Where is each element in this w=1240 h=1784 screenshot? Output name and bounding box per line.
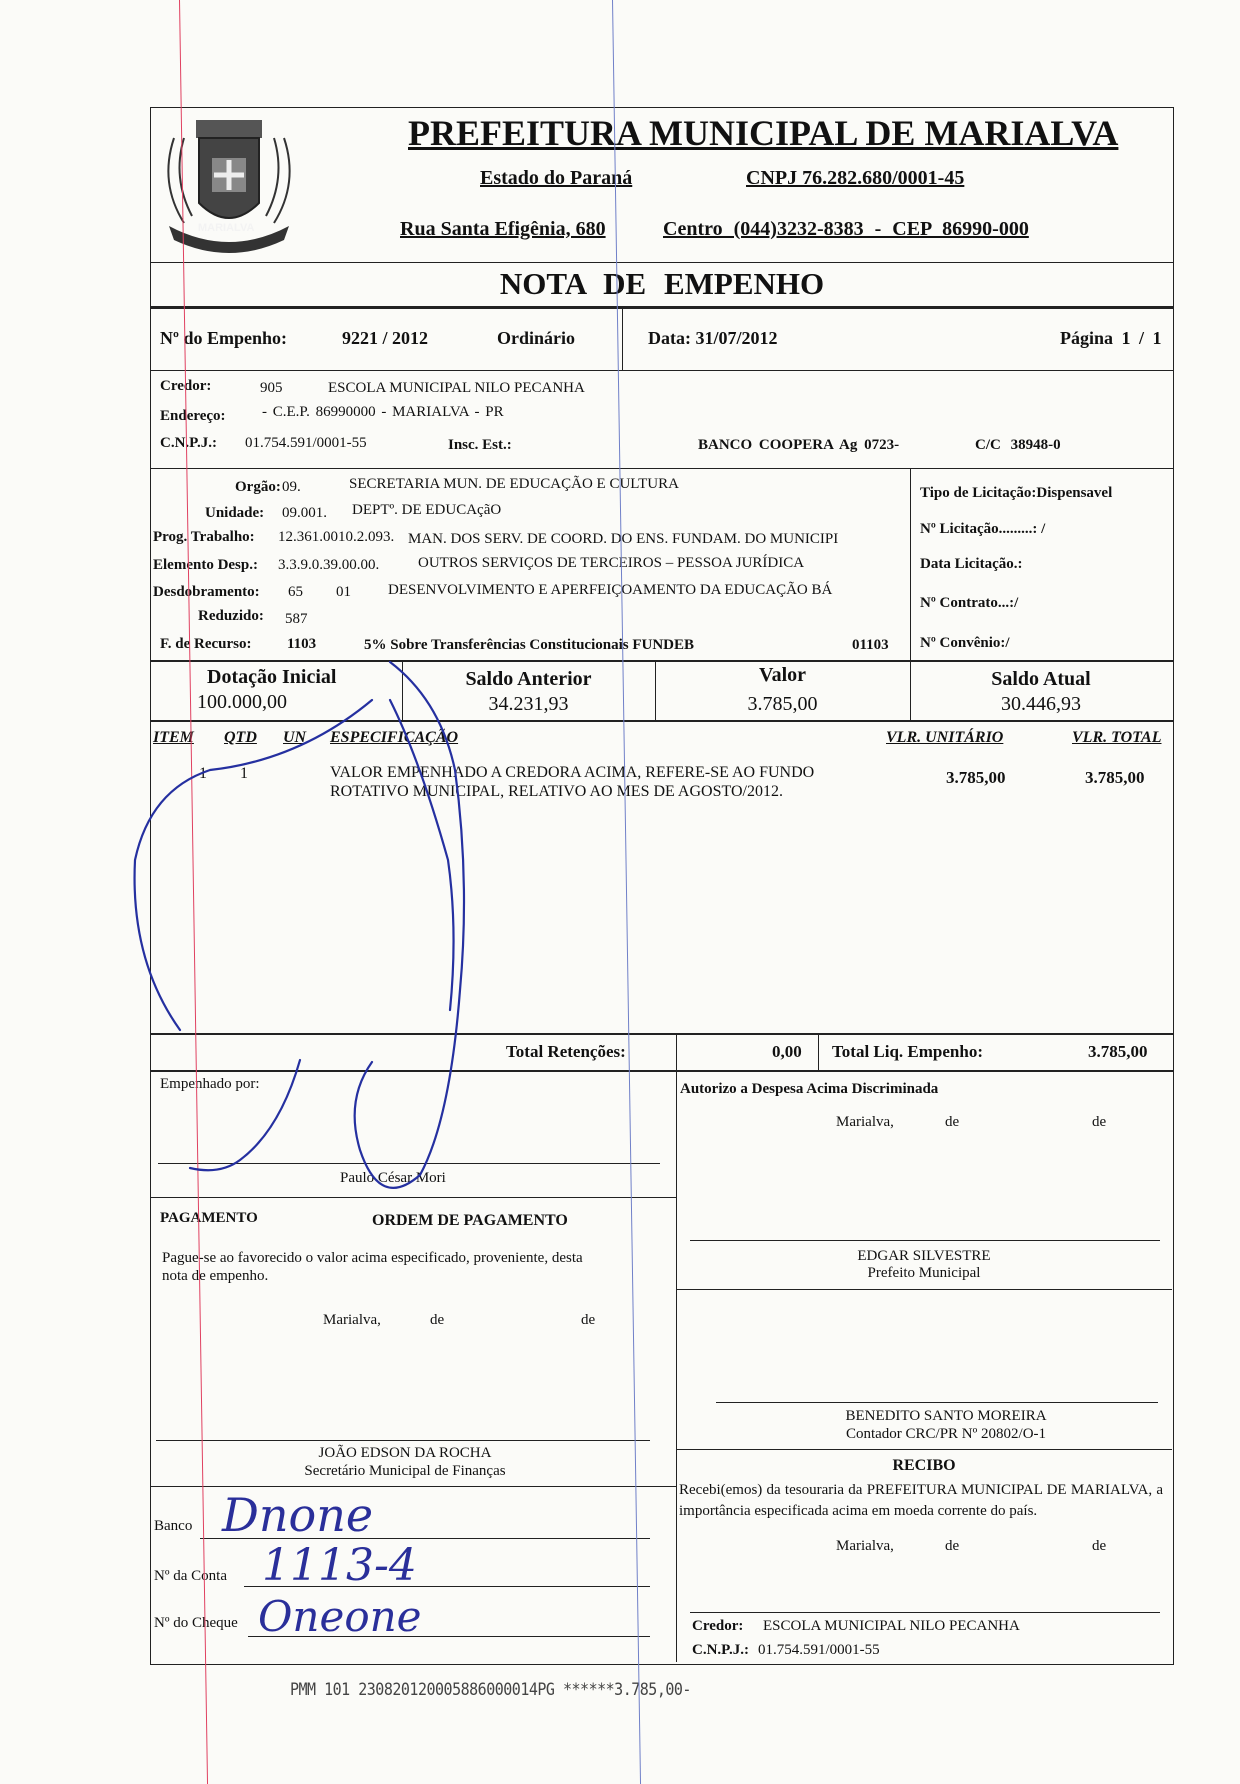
desdobramento-sub: 01 [336,584,351,600]
conta-label: Nº da Conta [154,1568,227,1584]
doc-title: NOTA DE EMPENHO [499,266,825,301]
item-qtd: 1 [240,765,248,782]
header-endereco: Rua Santa Efigênia, 680 [400,218,606,240]
elemento-code: 3.3.9.0.39.00.00. [278,557,380,573]
reduzido-label: Reduzido: [198,608,264,624]
footer-auth-code: PMM 101 230820120005886000014PG ******3.785,00- [290,1678,691,1700]
edgar-name: EDGAR SILVESTRE [857,1248,991,1264]
date-de-right-2b: de [1092,1538,1107,1554]
pague-se-line1: Pague-se ao favorecido o valor acima especificado, proveniente, desta [162,1250,583,1266]
date-de-left-2: de [581,1312,596,1328]
item-vlr-unitario: 3.785,00 [946,768,1006,787]
empenho-label: Nº do Empenho: [160,328,287,348]
date-de-right-1a: de [945,1114,960,1130]
item-vlr-total: 3.785,00 [1085,768,1145,787]
empenho-number: 9221 / 2012 [342,328,429,348]
header-estado: Estado do Paraná [480,167,633,189]
marialva-date-right-1: Marialva, [836,1114,894,1130]
conta-corrente: C/C 38948-0 [975,437,1061,453]
benedito-cargo: Contador CRC/PR Nº 20802/O-1 [845,1426,1047,1442]
banco-label: Banco [154,1518,193,1534]
date-de-right-2a: de [945,1538,960,1554]
saldo-anterior-label: Saldo Anterior [465,668,592,690]
col-item: ITEM [153,729,194,746]
fonte-num: 01103 [852,637,889,653]
item-desc-line2: ROTATIVO MUNICIPAL, RELATIVO AO MES DE AGOSTO/2012. [330,783,783,800]
desdobramento-desc: DESENVOLVIMENTO E APERFEIÇOAMENTO DA EDUCAÇÃO BÁ [388,582,833,598]
handwritten-conta: 1113-4 [262,1540,417,1591]
desdobramento-label: Desdobramento: [153,584,260,600]
autorizo-label: Autorizo a Despesa Acima Discriminada [680,1081,939,1097]
credor-endereco: - C.E.P. 86990000 - MARIALVA - PR [262,404,504,420]
handwritten-cheque: Oneone [258,1592,422,1641]
col-un: UN [283,729,307,746]
endereco-label: Endereço: [160,408,226,424]
handwritten-banco: Dnone [222,1488,374,1542]
elemento-label: Elemento Desp.: [153,557,258,573]
recibo-cnpj: 01.754.591/0001-55 [758,1642,880,1658]
prog-code: 12.361.0010.2.093. [278,529,395,545]
recibo-title: RECIBO [892,1457,956,1474]
fonte-desc: 5% Sobre Transferências Constitucionais FUNDEB [364,637,695,653]
recibo-cnpj-label: C.N.P.J.: [692,1642,749,1658]
prog-label: Prog. Trabalho: [153,529,255,545]
pague-se-line2: nota de empenho. [162,1268,269,1284]
insc-label: Insc. Est.: [448,437,512,453]
banco-info: BANCO COOPERA Ag 0723- [698,437,900,453]
fonte-code: 1103 [287,636,317,652]
pagamento-label: PAGAMENTO [160,1210,258,1226]
unidade-label: Unidade: [205,505,265,521]
orgao-desc: SECRETARIA MUN. DE EDUCAÇÃO E CULTURA [349,476,679,492]
item-desc-line1: VALOR EMPENHADO A CREDORA ACIMA, REFERE-SE AO FUNDO [330,764,815,781]
marialva-date-right-2: Marialva, [836,1538,894,1554]
unidade-code: 09.001. [282,505,327,521]
dotacao-inicial-label: Dotação Inicial [207,666,337,688]
recibo-text: Recebi(emos) da tesouraria da PREFEITURA MUNICIPAL DE MARIALVA, a importância especificada acima em moeda corrente do país. [679,1482,1163,1519]
recibo-credor-label: Credor: [692,1618,744,1634]
total-retencoes-label: Total Retenções: [506,1042,626,1061]
saldo-anterior-value: 34.231,93 [488,693,569,715]
reduzido-code: 587 [285,611,308,627]
numero-convenio: Nº Convênio:/ [920,635,1010,651]
data-licitacao: Data Licitação.: [920,556,1023,572]
col-vlr-unitario: VLR. UNITÁRIO [886,729,1004,746]
valor-label: Valor [758,664,807,686]
paulo-signature-name: Paulo César Mori [340,1170,446,1186]
ordem-pagamento-label: ORDEM DE PAGAMENTO [372,1212,568,1229]
numero-licitacao: Nº Licitação.........: / [920,521,1046,537]
date-de-right-1b: de [1092,1114,1107,1130]
col-especificacao: ESPECIFICAÇÃO [330,729,459,746]
dotacao-inicial-value: 100.000,00 [197,691,287,713]
col-vlr-total: VLR. TOTAL [1072,729,1162,746]
saldo-atual-value: 30.446,93 [1001,693,1081,715]
col-qtd: QTD [224,729,257,746]
orgao-code: 09. [282,479,301,495]
header-title: PREFEITURA MUNICIPAL DE MARIALVA [408,113,1119,153]
crest-ribbon-text: MARIALVA [198,222,255,234]
fonte-label: F. de Recurso: [160,636,252,652]
numero-contrato: Nº Contrato...:/ [920,595,1019,611]
benedito-name: BENEDITO SANTO MOREIRA [845,1408,1047,1424]
joao-cargo: Secretário Municipal de Finanças [304,1463,506,1479]
total-retencoes-value: 0,00 [772,1042,802,1061]
marialva-date-left: Marialva, [323,1312,381,1328]
unidade-desc: DEPTº. DE EDUCAçãO [352,502,502,518]
header-cnpj: CNPJ 76.282.680/0001-45 [746,167,965,189]
joao-name: JOÃO EDSON DA ROCHA [318,1445,492,1461]
recibo-credor-name: ESCOLA MUNICIPAL NILO PECANHA [763,1618,1020,1634]
empenho-tipo: Ordinário [497,328,576,348]
item-number: 1 [199,765,207,782]
cheque-label: Nº do Cheque [154,1615,238,1631]
elemento-desc: OUTROS SERVIÇOS DE TERCEIROS – PESSOA JURÍDICA [418,555,805,571]
edgar-cargo: Prefeito Municipal [867,1265,981,1281]
total-liquido-value: 3.785,00 [1088,1042,1148,1061]
credor-cnpj: 01.754.591/0001-55 [245,435,367,451]
prog-desc: MAN. DOS SERV. DE COORD. DO ENS. FUNDAM. DO MUNICIPI [408,531,839,547]
credor-label: Credor: [160,378,212,394]
tipo-licitacao: Tipo de Licitação:Dispensavel [920,485,1113,501]
date-de-left-1: de [430,1312,445,1328]
empenhado-por-label: Empenhado por: [160,1076,260,1092]
cnpj-label: C.N.P.J.: [160,435,217,451]
header-centro: Centro (044)3232-8383 - CEP 86990-000 [663,218,1029,240]
valor-value: 3.785,00 [747,693,818,715]
page-indicator: Página 1 / 1 [1060,328,1162,348]
orgao-label: Orgão: [235,479,281,495]
credor-name: ESCOLA MUNICIPAL NILO PECANHA [328,380,585,396]
desdobramento-code: 65 [288,584,303,600]
saldo-atual-label: Saldo Atual [991,668,1091,690]
credor-code: 905 [260,380,283,396]
total-liquido-label: Total Liq. Empenho: [832,1042,983,1061]
empenho-data: Data: 31/07/2012 [648,328,778,348]
